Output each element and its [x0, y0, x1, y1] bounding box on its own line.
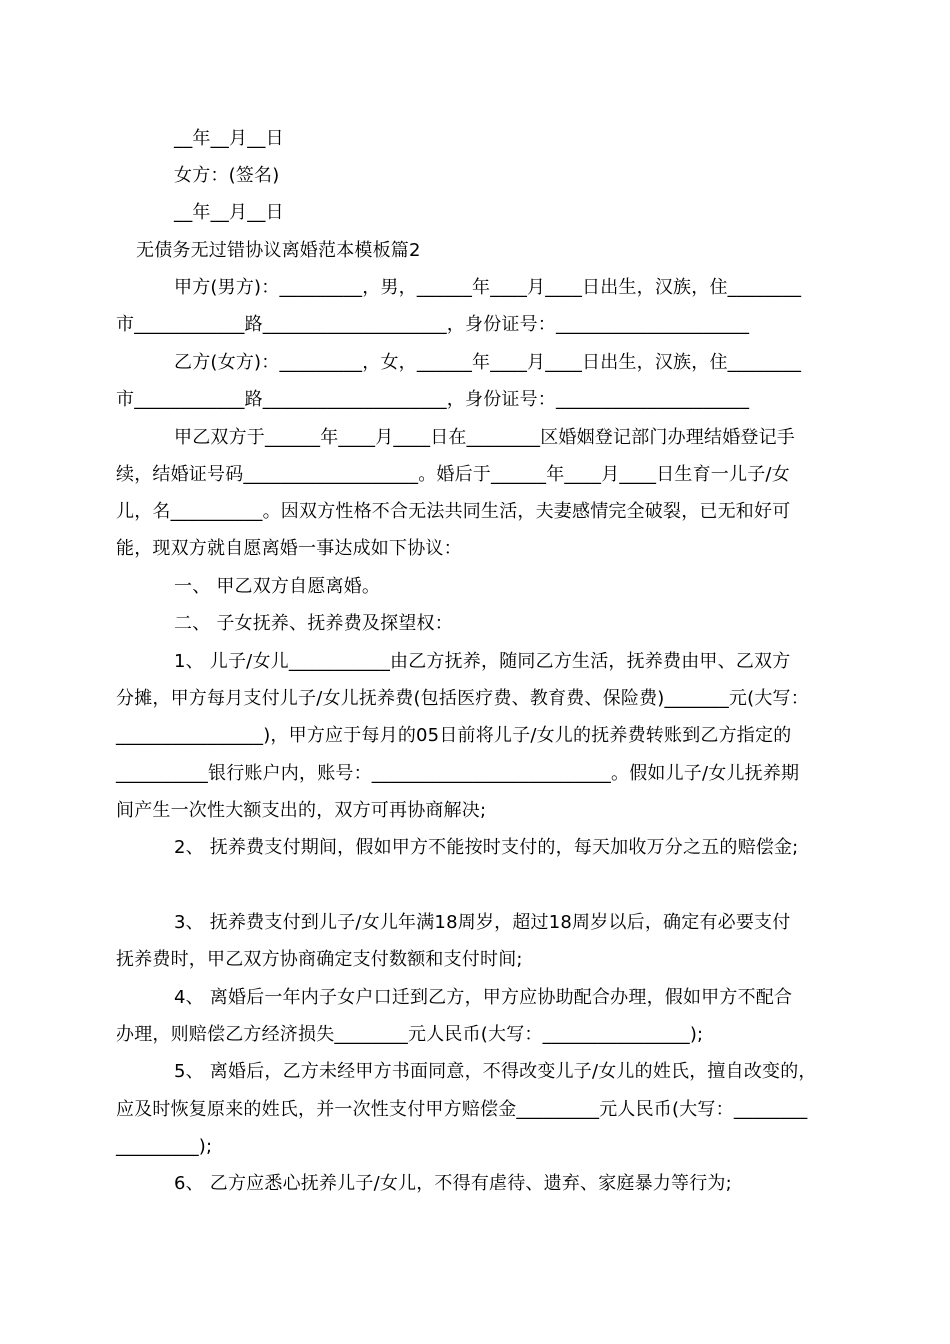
paragraph-line: 续，结婚证号码___________________。婚后于______年____月____日生育一儿子/女	[116, 464, 790, 485]
clause-line: 3、 抚养费支付到儿子/女儿年满18周岁，超过18周岁以后，确定有必要支付	[174, 912, 791, 933]
party-b-line: 乙方(女方)：_________，女，______年____月____日出生，汉族，住________	[174, 352, 802, 373]
clause-line: __________银行账户内，账号：__________________________。假如儿子/女儿抚养期	[116, 763, 800, 784]
clause-line: 5、 离婚后，乙方未经甲方书面同意，不得改变儿子/女儿的姓氏，擅自改变的，	[174, 1061, 817, 1082]
party-b-address-line: 市____________路____________________，身份证号：_____________________	[116, 389, 750, 410]
party-a-address-line: 市____________路____________________，身份证号：_____________________	[116, 314, 750, 335]
clause-line: _________);	[116, 1136, 213, 1157]
clause-line: 1、 儿子/女儿___________由乙方抚养，随同乙方生活，抚养费由甲、乙双方	[174, 651, 791, 672]
clause-heading: 二、 子女抚养、抚养费及探望权：	[174, 613, 453, 634]
female-signature-line: 女方：(签名)	[174, 165, 280, 186]
paragraph-line: 儿，名__________。因双方性格不合无法共同生活，夫妻感情完全破裂，已无和好可	[116, 501, 791, 522]
clause-heading: 一、 甲乙双方自愿离婚。	[174, 576, 381, 597]
clause-line: 间产生一次性大额支出的，双方可再协商解决;	[116, 800, 487, 821]
clause-line: 抚养费时，甲乙双方协商确定支付数额和支付时间;	[116, 949, 523, 970]
paragraph-line: 甲乙双方于______年____月____日在________区婚姻登记部门办理结婚登记手	[174, 427, 795, 448]
signature-date-line: __年__月__日	[174, 128, 284, 149]
paragraph-line: 能，现双方就自愿离婚一事达成如下协议：	[116, 538, 462, 559]
clause-line: 2、 抚养费支付期间，假如甲方不能按时支付的，每天加收万分之五的赔偿金;	[174, 837, 799, 858]
section-title: 无债务无过错协议离婚范本模板篇2	[136, 240, 421, 261]
clause-line: 分摊，甲方每月支付儿子/女儿抚养费(包括医疗费、教育费、保险费)_______元(大写：	[116, 688, 809, 709]
clause-line: 6、 乙方应悉心抚养儿子/女儿，不得有虐待、遗弃、家庭暴力等行为;	[174, 1173, 732, 1194]
clause-line: ________________)，甲方应于每月的05日前将儿子/女儿的抚养费转账到乙方指定的	[116, 725, 792, 746]
signature-date-line: __年__月__日	[174, 202, 284, 223]
clause-line: 办理，则赔偿乙方经济损失________元人民币(大写：________________);	[116, 1024, 704, 1045]
party-a-line: 甲方(男方)：_________，男，______年____月____日出生，汉族，住________	[174, 277, 802, 298]
clause-line: 应及时恢复原来的姓氏，并一次性支付甲方赔偿金_________元人民币(大写：________	[116, 1099, 808, 1120]
clause-line: 4、 离婚后一年内子女户口迁到乙方，甲方应协助配合办理，假如甲方不配合	[174, 987, 793, 1008]
